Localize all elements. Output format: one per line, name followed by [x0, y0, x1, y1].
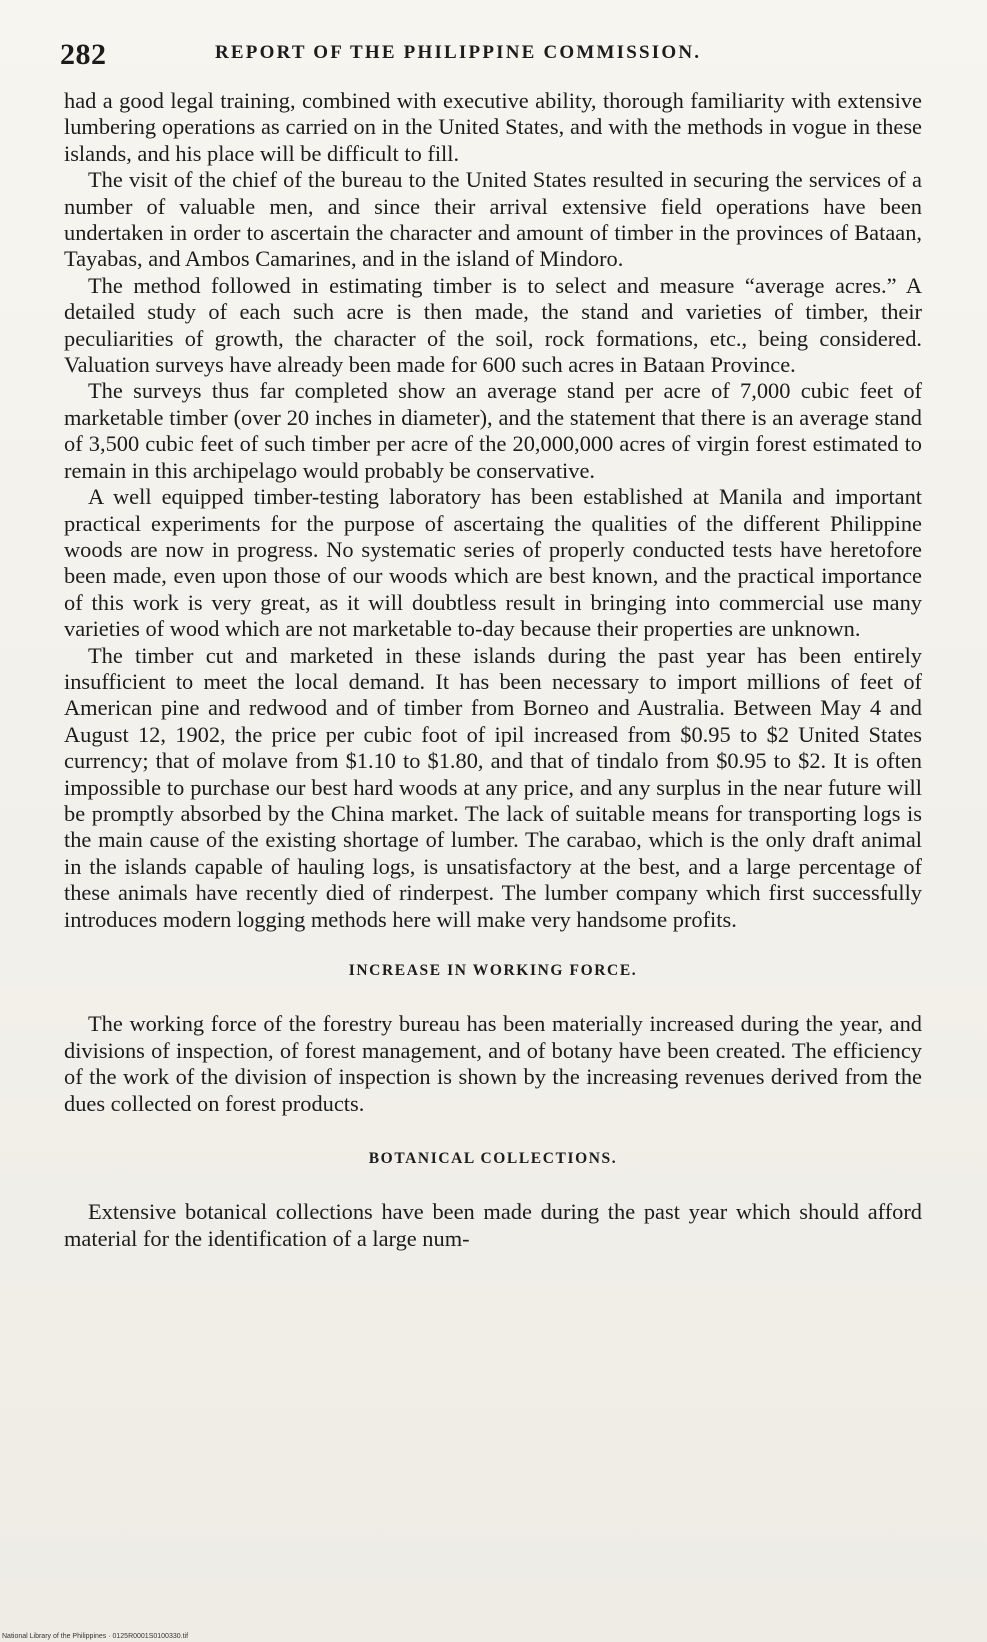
report-title: REPORT OF THE PHILIPPINE COMMISSION.	[215, 42, 702, 63]
paragraph-timber-market: The timber cut and marketed in these islands during the past year has been entirely insufficient to meet the local demand. It has been necessary to import millions of feet of American pine and redwood and of timber from Borneo and Australia. Between May 4 and August 12, 1902, the price per cubic foot of ipil increased from $0.95 to $2 United States currency; that of molave from $1.10 to $1.80, and that of tindalo from $0.95 to $2. It is often impossible to purchase our best hard woods at any price, and any surplus in the near future will be promptly absorbed by the China market. The lack of suitable means for transporting logs is the main cause of the existing shortage of lumber. The carabao, which is the only draft animal in the islands capable of hauling logs, is unsatisfactory at the best, and a large percentage of these animals have recently died of rinderpest. The lumber company which first successfully introduces modern logging methods here will make very handsome profits.	[64, 642, 922, 932]
paragraph-botanical-collections: Extensive botanical collections have been made during the past year which should afford material for the identification of a large num-	[64, 1199, 922, 1251]
running-head	[60, 38, 940, 74]
paragraph-survey-results: The surveys thus far completed show an average stand per acre of 7,000 cubic feet of marketable timber (over 20 inches in diameter), and the statement that there is an average stand of 3,500 cubic feet of such timber per acre of the 20,000,000 acres of virgin forest estimated to remain in this archipelago would probably be conservative.	[64, 378, 922, 483]
paragraph-working-force: The working force of the forestry bureau has been materially increased during the year, and divisions of inspection, of forest management, and of botany have been created. The efficiency of the work of the division of inspection is shown by the increasing revenues derived from the dues collected on forest products.	[64, 1011, 922, 1116]
page-number: 282	[60, 38, 107, 71]
body-text	[64, 88, 922, 1252]
paragraph-testing-laboratory: A well equipped timber-testing laboratory has been established at Manila and important practical experiments for the purpose of ascertaing the qualities of the different Philippine woods are now in progress. No systematic series of properly conducted tests have heretofore been made, even upon those of our woods which are best known, and the practical importance of this work is very great, as it will doubtless result in bringing into commercial use many varieties of wood which are not marketable to-day because their properties are unknown.	[64, 484, 922, 642]
section-heading-working-force: INCREASE IN WORKING FORCE.	[348, 962, 638, 979]
paragraph-continuation: had a good legal training, combined with executive ability, thorough familiarity with extensive lumbering operations as carried on in the United States, and with the methods in vogue in these islands, and his place will be difficult to fill.	[64, 88, 922, 166]
scan-credit: National Library of the Philippines · 0125R0001S0100330.tif	[2, 1633, 189, 1640]
section-heading-botanical-collections: BOTANICAL COLLECTIONS.	[368, 1150, 618, 1168]
paragraph-estimation-method: The method followed in estimating timber is to select and measure “average acres.” A detailed study of each such acre is then made, the stand and varieties of timber, their peculiarities of growth, the character of the soil, rock formations, etc., being considered. Valuation surveys have already been made for 600 such acres in Bataan Province.	[64, 272, 922, 378]
paragraph-visit-of-chief: The visit of the chief of the bureau to the United States resulted in securing the services of a number of valuable men, and since their arrival extensive field operations have been undertaken in order to ascertain the character and amount of timber in the provinces of Bataan, Tayabas, and Ambos Camarines, and in the island of Mindoro.	[64, 167, 922, 272]
